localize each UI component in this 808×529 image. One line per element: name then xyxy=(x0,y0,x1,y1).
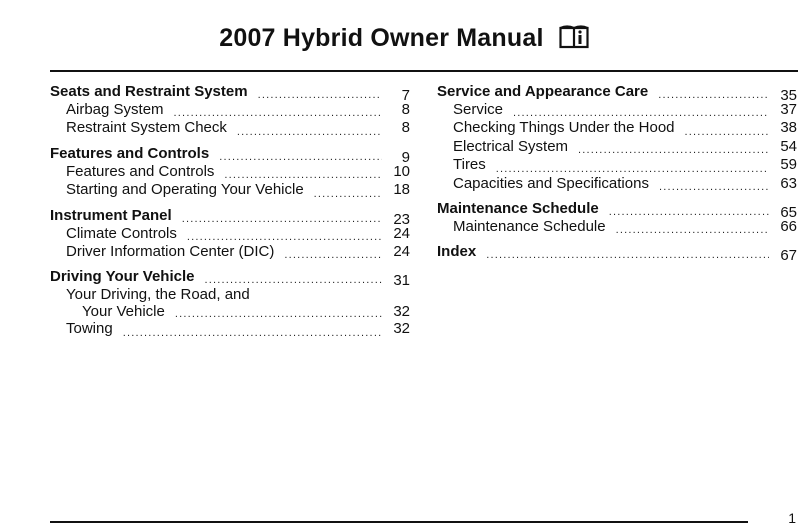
leader-dots xyxy=(616,225,769,236)
page-ref: 10 xyxy=(393,162,410,180)
toc-section-instrument xyxy=(50,207,410,262)
entry-label: Service xyxy=(453,101,504,118)
page-ref: 32 xyxy=(393,320,410,338)
toc-section-maintenance xyxy=(437,200,797,236)
entry-label-line1: Your Driving, the Road, and xyxy=(66,286,250,304)
heading-label: Features and Controls xyxy=(50,144,210,162)
leader-dots xyxy=(174,108,382,119)
page-ref: 65 xyxy=(780,204,797,222)
heading-label: Index xyxy=(437,243,477,261)
toc-entry[interactable] xyxy=(50,225,410,243)
leader-dots xyxy=(219,152,382,163)
toc-heading-service[interactable] xyxy=(437,83,797,104)
toc-section-driving xyxy=(50,268,410,338)
leader-dots xyxy=(224,170,382,181)
toc-right-column xyxy=(437,83,797,268)
book-info-icon xyxy=(559,25,589,56)
page-ref: 23 xyxy=(393,210,410,228)
toc-entry[interactable] xyxy=(50,101,410,119)
heading-label: Maintenance Schedule xyxy=(437,200,599,218)
page-ref: 8 xyxy=(401,119,410,137)
heading-label: Instrument Panel xyxy=(50,206,172,224)
toc-heading-instrument[interactable] xyxy=(50,206,410,228)
toc-heading-index[interactable] xyxy=(437,243,797,265)
page-ref: 9 xyxy=(401,148,410,166)
leader-dots xyxy=(284,250,382,261)
page-number: 1 xyxy=(788,510,796,526)
leader-dots xyxy=(486,250,769,261)
leader-dots xyxy=(513,108,769,119)
toc-entry[interactable] xyxy=(437,101,797,119)
toc-entry[interactable] xyxy=(437,138,797,156)
toc-section-service xyxy=(437,83,797,193)
toc-left-column xyxy=(50,83,410,346)
entry-label: Restraint System Check xyxy=(66,119,227,137)
toc-section-seats xyxy=(50,83,410,138)
page-ref: 8 xyxy=(401,101,410,118)
footer-rule xyxy=(50,521,748,523)
entry-label: Tires xyxy=(453,156,486,174)
page-ref: 31 xyxy=(393,272,410,290)
leader-dots xyxy=(258,90,382,101)
toc-heading-maintenance[interactable] xyxy=(437,200,797,222)
page-ref: 32 xyxy=(393,303,410,321)
entry-label: Capacities and Specifications xyxy=(453,174,649,192)
leader-dots xyxy=(175,309,382,320)
entry-label: Driver Information Center (DIC) xyxy=(66,243,275,261)
page-ref: 38 xyxy=(780,119,797,137)
toc-entry[interactable] xyxy=(50,320,410,338)
toc-entry[interactable] xyxy=(50,286,410,320)
page-ref: 67 xyxy=(780,247,797,265)
entry-label: Electrical System xyxy=(453,137,569,155)
entry-label: Checking Things Under the Hood xyxy=(453,119,675,137)
page-ref: 7 xyxy=(401,87,410,104)
entry-label: Maintenance Schedule xyxy=(453,218,606,236)
manual-title xyxy=(0,24,808,56)
page-ref: 24 xyxy=(393,224,410,242)
entry-line2 xyxy=(66,303,410,320)
toc-heading-seats[interactable] xyxy=(50,83,410,104)
entry-label: Starting and Operating Your Vehicle xyxy=(66,181,304,199)
page-ref: 59 xyxy=(780,156,797,174)
title-text: 2007 Hybrid Owner Manual xyxy=(219,24,544,52)
toc-section-index xyxy=(437,243,797,265)
toc-entry[interactable] xyxy=(50,119,410,137)
heading-label: Driving Your Vehicle xyxy=(50,268,195,286)
toc-heading-features[interactable] xyxy=(50,144,410,166)
page-ref: 24 xyxy=(393,243,410,261)
leader-dots xyxy=(314,189,382,200)
toc-heading-driving[interactable] xyxy=(50,268,410,290)
toc-entry[interactable] xyxy=(50,243,410,261)
page-ref: 66 xyxy=(780,218,797,236)
leader-dots xyxy=(496,164,769,175)
entry-label: Climate Controls xyxy=(66,224,177,242)
entry-label-line2: Your Vehicle xyxy=(82,303,165,321)
heading-label: Seats and Restraint System xyxy=(50,83,248,100)
entry-label: Features and Controls xyxy=(66,162,215,180)
leader-dots xyxy=(685,127,769,138)
entry-label: Airbag System xyxy=(66,101,164,118)
page-ref: 37 xyxy=(780,101,797,118)
leader-dots xyxy=(658,90,769,101)
leader-dots xyxy=(609,207,769,218)
entry-label: Towing xyxy=(66,320,113,338)
leader-dots xyxy=(578,145,769,156)
leader-dots xyxy=(659,182,769,193)
heading-label: Service and Appearance Care xyxy=(437,83,649,100)
toc-entry[interactable] xyxy=(50,163,410,181)
toc-section-features xyxy=(50,145,410,200)
leader-dots xyxy=(237,127,382,138)
toc-entry[interactable] xyxy=(437,119,797,137)
toc-entry[interactable] xyxy=(437,218,797,236)
page-ref: 54 xyxy=(780,137,797,155)
leader-dots xyxy=(187,232,382,243)
toc-entry[interactable] xyxy=(50,181,410,199)
page-ref: 63 xyxy=(780,174,797,192)
header-rule xyxy=(50,70,798,72)
leader-dots xyxy=(123,328,382,339)
toc-entry[interactable] xyxy=(437,175,797,193)
leader-dots xyxy=(205,275,383,286)
page-ref: 35 xyxy=(780,87,797,104)
page-ref: 18 xyxy=(393,181,410,199)
leader-dots xyxy=(182,214,382,225)
toc-entry[interactable] xyxy=(437,156,797,174)
